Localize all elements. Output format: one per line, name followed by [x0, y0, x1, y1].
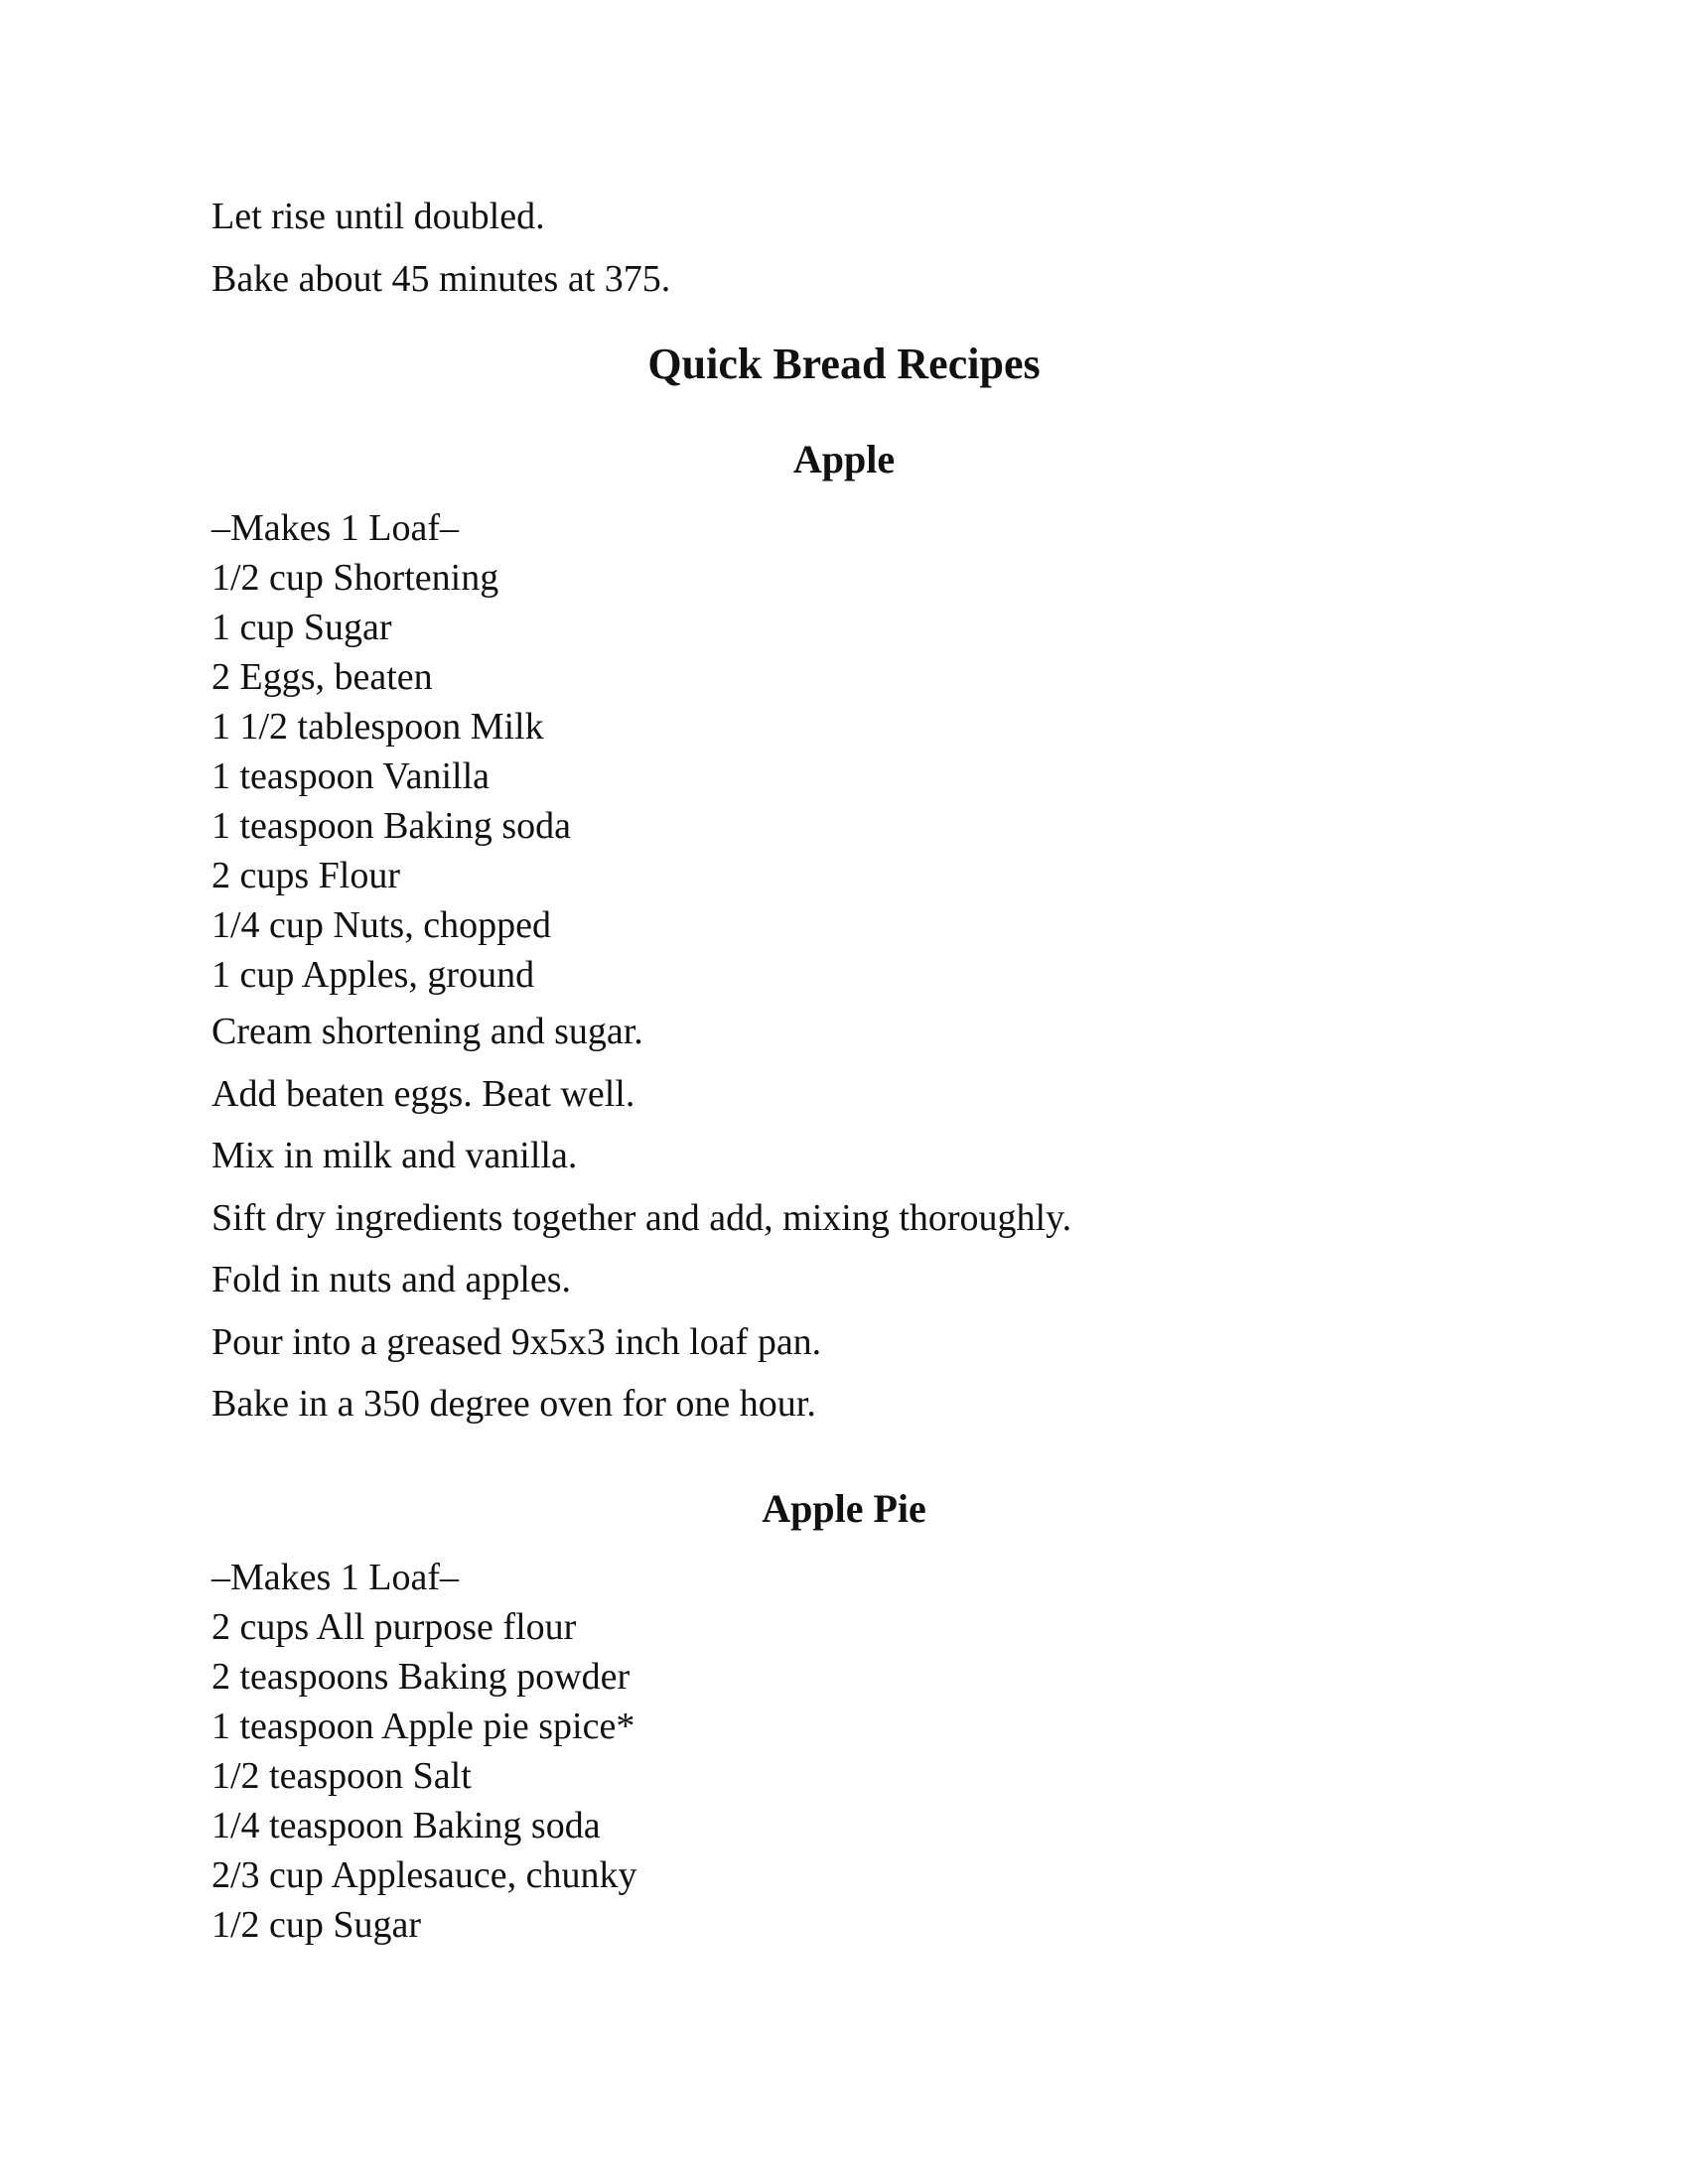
ingredient-item: 1/2 teaspoon Salt: [211, 1755, 472, 1797]
ingredient-item: –Makes 1 Loaf–: [211, 507, 460, 549]
ingredient-item: 1 cup Sugar: [211, 607, 392, 648]
ingredient-item: 1/4 cup Nuts, chopped: [211, 904, 551, 946]
ingredient-list: [211, 1553, 1477, 1950]
instruction-steps: [211, 1010, 1477, 1426]
instruction-step: Bake in a 350 degree oven for one hour.: [211, 1383, 816, 1425]
ingredient-item: 2 Eggs, beaten: [211, 656, 433, 698]
ingredient-item: 1/2 cup Shortening: [211, 557, 499, 599]
section-title: Quick Bread Recipes: [647, 340, 1041, 388]
instruction-step: Fold in nuts and apples.: [211, 1259, 572, 1300]
page-content: [211, 195, 1477, 1950]
ingredient-item: 1/2 cup Sugar: [211, 1904, 422, 1946]
ingredient-item: 1 teaspoon Baking soda: [211, 805, 572, 847]
recipe-apple-pie: [211, 1485, 1477, 1950]
instruction-step: Pour into a greased 9x5x3 inch loaf pan.: [211, 1320, 822, 1363]
instruction-step: Cream shortening and sugar.: [211, 1011, 643, 1052]
recipe-apple: [211, 436, 1477, 1426]
ingredient-item: 1 teaspoon Vanilla: [211, 755, 491, 797]
instruction-step: Add beaten eggs. Beat well.: [211, 1072, 635, 1115]
ingredient-item: 1/4 teaspoon Baking soda: [211, 1805, 601, 1846]
ingredient-item: 2 cups All purpose flour: [211, 1606, 577, 1648]
ingredient-list: [211, 503, 1477, 1000]
instruction-line: Bake about 45 minutes at 375.: [211, 258, 671, 300]
ingredient-item: 1 1/2 tablespoon Milk: [211, 706, 544, 748]
ingredient-item: 2 teaspoons Baking powder: [211, 1656, 631, 1698]
ingredient-item: 2 cups Flour: [211, 855, 400, 896]
instruction-line: Let rise until doubled.: [211, 196, 545, 237]
ingredient-item: 1 cup Apples, ground: [211, 954, 535, 996]
recipe-title: Apple Pie: [762, 1486, 926, 1531]
ingredient-item: 2/3 cup Applesauce, chunky: [211, 1854, 637, 1896]
ingredient-item: –Makes 1 Loaf–: [211, 1557, 460, 1598]
recipe-title: Apple: [792, 437, 896, 481]
instruction-step: Sift dry ingredients together and add, mixing thoroughly.: [211, 1196, 1072, 1239]
ingredient-item: 1 teaspoon Apple pie spice*: [211, 1706, 635, 1747]
instruction-step: Mix in milk and vanilla.: [211, 1135, 578, 1176]
intro-instructions: [211, 195, 1477, 301]
